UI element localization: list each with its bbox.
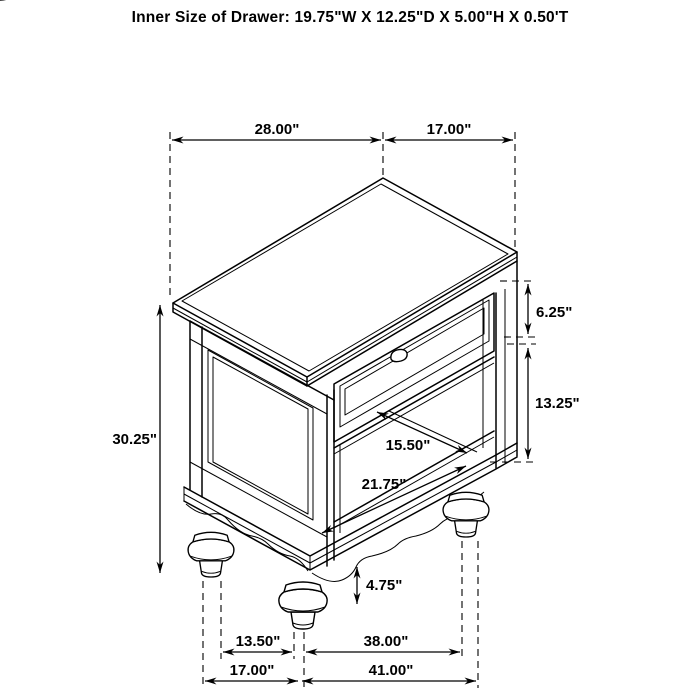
- dimension-top-depth: [385, 121, 513, 140]
- dim-label-bottom-inner-right: 38.00": [363, 633, 409, 650]
- front-center-leg: [279, 582, 327, 629]
- dimension-bottom-inner-left: [223, 633, 292, 652]
- dimension-leg-height: [357, 567, 402, 604]
- page-title: Inner Size of Drawer: 19.75"W X 12.25"D X 5.00"H X 0.50'T: [131, 9, 569, 26]
- dim-label-opening-height: 13.25": [535, 395, 580, 412]
- dimension-shelf-width: [322, 466, 466, 533]
- dimension-bottom-inner-right: [306, 633, 460, 652]
- dimension-overall-height: [112, 305, 160, 573]
- dimension-drawer-height: [528, 284, 572, 334]
- dimension-opening-height: [528, 348, 580, 459]
- front-left-leg: [188, 532, 234, 577]
- dim-label-bottom-inner-left: 13.50": [235, 633, 281, 650]
- dim-label-top-width: 28.00": [254, 121, 300, 138]
- dim-label-shelf-depth: 15.50": [385, 437, 431, 454]
- dim-label-leg-height: 4.75": [366, 577, 403, 594]
- dim-label-drawer-height: 6.25": [536, 304, 573, 321]
- dim-label-shelf-width: 21.75": [361, 476, 407, 493]
- right-corner-post: [496, 261, 517, 468]
- dimension-bottom-outer-right: [302, 662, 476, 681]
- dimension-shelf-depth: [377, 412, 467, 454]
- dim-label-overall-height: 30.25": [112, 431, 157, 448]
- dim-label-top-depth: 17.00": [426, 121, 472, 138]
- dimension-top-width: [172, 121, 381, 140]
- dim-label-bottom-outer-left: 17.00": [229, 662, 275, 679]
- dim-label-bottom-outer-right: 41.00": [368, 662, 414, 679]
- dimension-bottom-outer-left: [205, 662, 298, 681]
- drawer-front: [334, 293, 494, 442]
- drawer-handle: [391, 349, 407, 361]
- right-leg: [443, 492, 489, 537]
